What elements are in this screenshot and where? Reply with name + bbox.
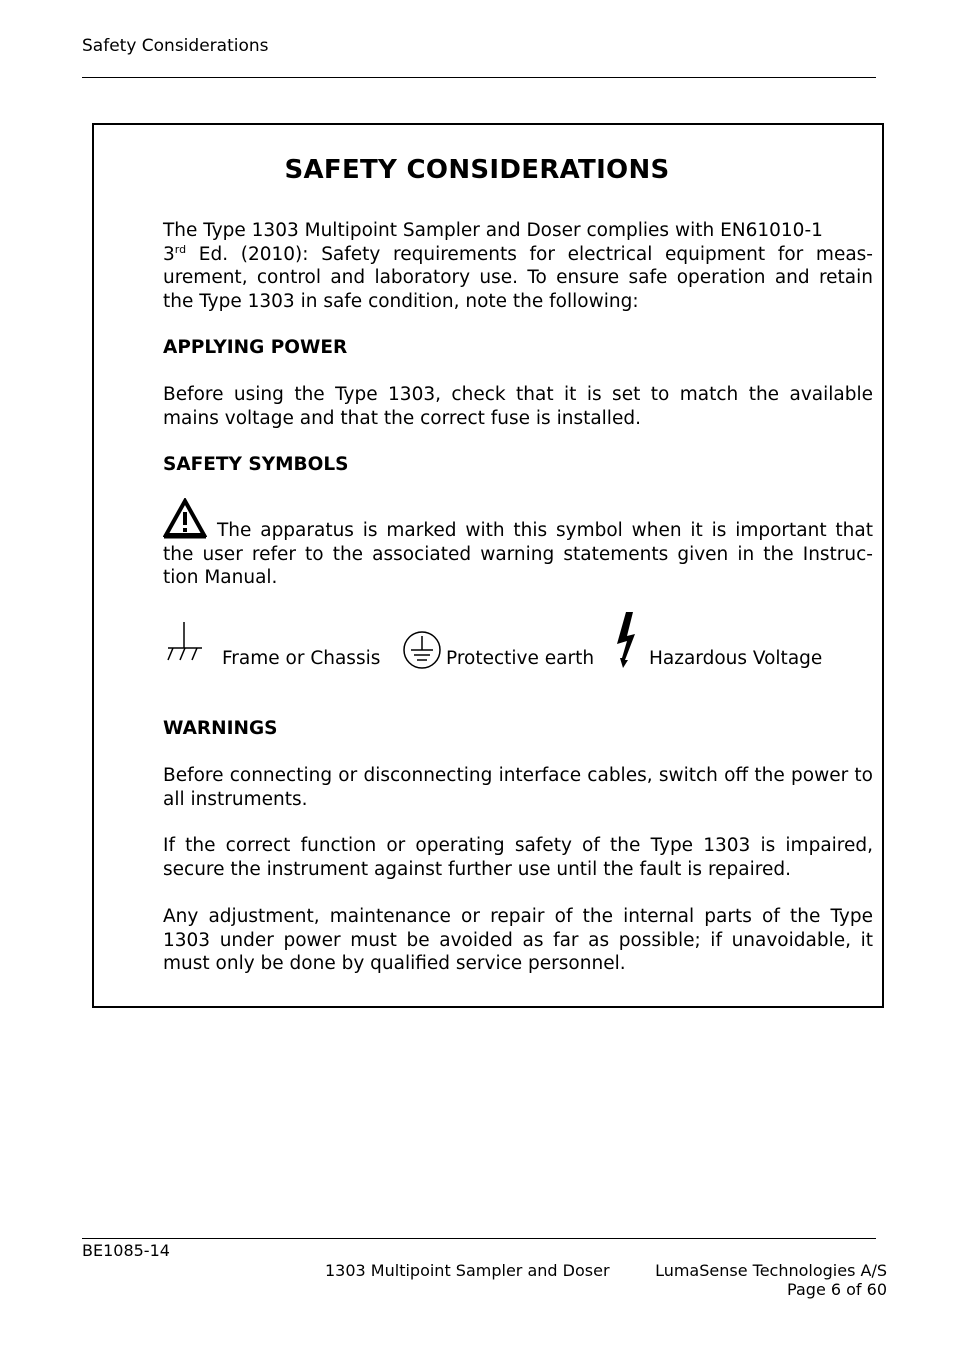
footer-company: LumaSense Technologies A/S: [655, 1261, 887, 1280]
warning-paragraph-3: Any adjustment, maintenance or repair of the internal parts of the Type 1303 under power must be avoided as far as possible; if unavoidable, it must only be done by qualified service personnel.: [163, 906, 873, 975]
protective-earth-icon: [402, 630, 442, 670]
page-number: Page 6 of 60: [787, 1280, 887, 1299]
intro-rest: Ed. (2010): Safety requirements for electrical equipment for meas-urement, control and laboratory use. To ensure safe operation and retain the Type 1303 in safe condition, note the following:: [163, 243, 873, 312]
intro-ordinal-suffix: rd: [174, 242, 187, 256]
warning-paragraph-2: If the correct function or operating safety of the Type 1303 is impaired, secure the instrument against further use until the fault is repaired.: [163, 835, 873, 880]
heading-applying-power: APPLYING POWER: [163, 337, 348, 358]
intro-line1: The Type 1303 Multipoint Sampler and Doser complies with EN61010-1: [163, 220, 823, 241]
doc-number: BE1085-14: [82, 1241, 170, 1260]
running-header: Safety Considerations: [82, 36, 269, 56]
applying-power-text: Before using the Type 1303, check that it is set to match the available mains voltage and that the correct fuse is installed.: [163, 384, 873, 429]
frame-chassis-icon: [165, 620, 205, 664]
intro-ordinal-number: 3: [163, 243, 175, 265]
page-title: SAFETY CONSIDERATIONS: [284, 155, 670, 185]
frame-chassis-label: Frame or Chassis: [222, 648, 381, 669]
heading-safety-symbols: SAFETY SYMBOLS: [163, 454, 349, 475]
footer-rule: [82, 1238, 876, 1239]
warning-symbol-description: The apparatus is marked with this symbol when it is important that the user refer to the associated warning statements given in the Instruc-tion Manual.: [163, 520, 873, 589]
hazardous-voltage-label: Hazardous Voltage: [649, 648, 823, 669]
footer-product: 1303 Multipoint Sampler and Doser: [325, 1261, 610, 1280]
header-rule: [82, 77, 876, 78]
intro-paragraph: [163, 219, 873, 313]
protective-earth-label: Protective earth: [446, 648, 595, 669]
heading-warnings: WARNINGS: [163, 718, 278, 739]
hazardous-voltage-icon: [611, 610, 639, 670]
warning-symbol-text: [163, 519, 873, 590]
warning-paragraph-1: Before connecting or disconnecting interface cables, switch off the power to all instruments.: [163, 765, 873, 810]
symbol-legend: [0, 610, 954, 680]
